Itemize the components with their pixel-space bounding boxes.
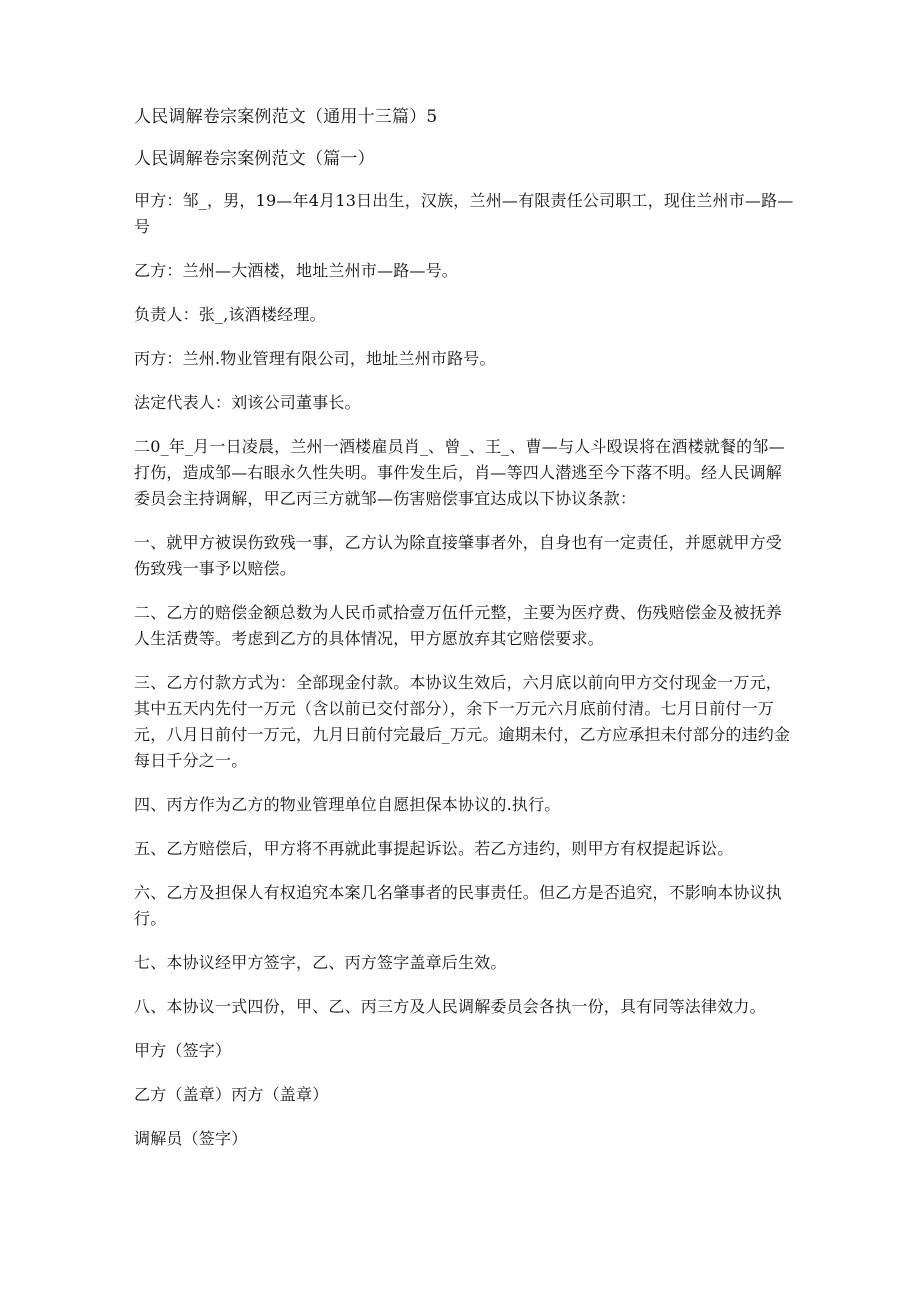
- party-b-paragraph: 乙方：兰州—大酒楼，地址兰州市—路—号。: [134, 261, 459, 280]
- document-title: 人民调解卷宗案例范文（通用十三篇）5: [134, 107, 438, 127]
- responsible-person-paragraph: 负责人：张_,该酒楼经理。: [134, 305, 326, 324]
- clause-4: 四、丙方作为乙方的物业管理单位自愿担保本协议的.执行。: [134, 795, 561, 814]
- party-c-paragraph: 丙方：兰州.物业管理有限公司，地址兰州市路号。: [134, 349, 496, 368]
- party-a-signature-line: 甲方（签字）: [134, 1041, 232, 1060]
- clause-5: 五、乙方赔偿后，甲方将不再就此事提起诉讼。若乙方违约，则甲方有权提起诉讼。: [134, 839, 734, 858]
- clause-1: 一、就甲方被误伤致残一事，乙方认为除直接肇事者外，自身也有一定责任，并愿就甲方受伤致残一事予以赔偿。: [134, 533, 783, 578]
- clause-2: 二、乙方的赔偿金额总数为人民币贰拾壹万伍仟元整，主要为医疗费、伤残赔偿金及被抚养人生活费等。考虑到乙方的具体情况，甲方愿放弃其它赔偿要求。: [134, 603, 783, 648]
- incident-paragraph: 二0_年_月一日凌晨，兰州一酒楼雇员肖_、曾_、王_、曹—与人斗殴误将在酒楼就餐的邹—打伤，造成邹—右眼永久性失明。事件发生后，肖—等四人潜逃至今下落不明。经人民调解委员会主持调解，甲乙丙三方就邹—伤害赔偿事宜达成以下协议条款：: [134, 437, 785, 508]
- document-body: [134, 104, 794, 1170]
- section-title: 人民调解卷宗案例范文（篇一）: [134, 149, 375, 169]
- party-b-c-seal-line: 乙方（盖章）丙方（盖章）: [134, 1085, 329, 1104]
- party-a-paragraph: 甲方：邹_，男，19—年4月13日出生，汉族，兰州—有限责任公司职工，现住兰州市—路—号: [134, 191, 794, 236]
- legal-representative-paragraph: 法定代表人：刘该公司董事长。: [134, 393, 361, 412]
- clause-3: 三、乙方付款方式为：全部现金付款。本协议生效后，六月底以前向甲方交付现金一万元，其中五天内先付一万元（含以前已交付部分），余下一万元六月底前付清。七月日前付一万元，八月日前付一万元，九月日前付完最后_万元。逾期未付，乙方应承担未付部分的违约金每日千分之一。: [134, 673, 791, 770]
- clause-6: 六、乙方及担保人有权追究本案几名肇事者的民事责任。但乙方是否追究，不影响本协议执行。: [134, 883, 783, 928]
- mediator-signature-line: 调解员（签字）: [134, 1129, 248, 1148]
- clause-8: 八、本协议一式四份，甲、乙、丙三方及人民调解委员会各执一份，具有同等法律效力。: [134, 997, 766, 1016]
- clause-7: 七、本协议经甲方签字，乙、丙方签字盖章后生效。: [134, 953, 507, 972]
